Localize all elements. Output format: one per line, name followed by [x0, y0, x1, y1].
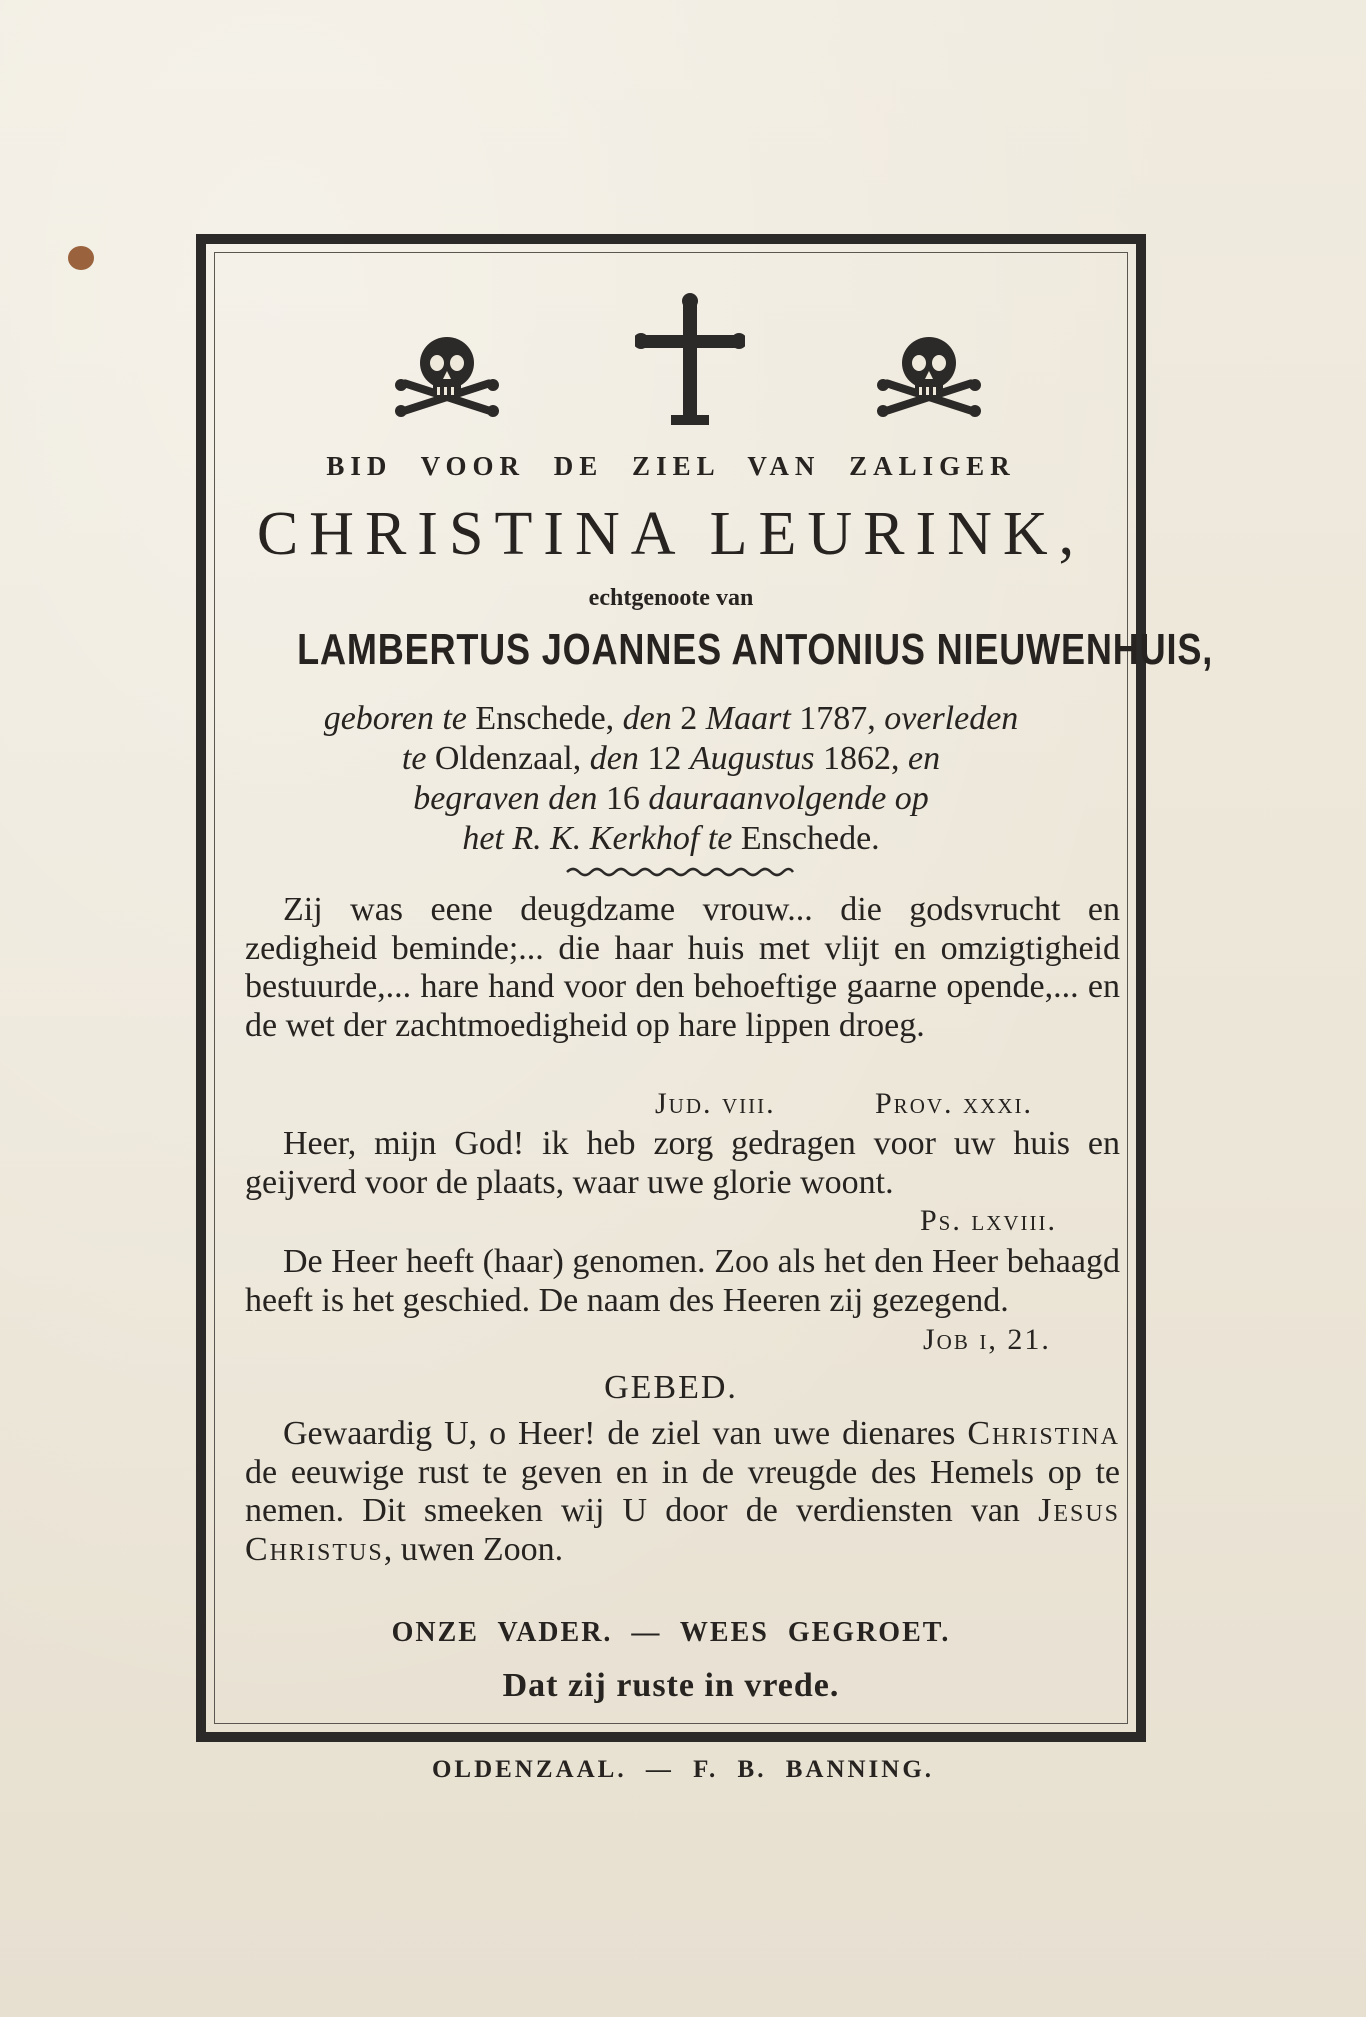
black-border-frame — [196, 234, 1214, 1742]
bio-line-4: het R. K. Kerkhof te Enschede. — [462, 820, 880, 857]
printer-imprint: OLDENZAAL. — F. B. BANNING. — [431, 1756, 935, 1783]
stain — [68, 246, 94, 270]
reference-job: Job i, 21. — [923, 1323, 1051, 1356]
verse-3: De Heer heeft (haar) genomen. Zoo als het den Heer behaagd heeft is het geschied. De naam des Heeren zij gezegend. — [245, 1243, 1120, 1319]
ornamental-divider — [565, 865, 795, 879]
bio-line-1: geboren te Enschede, den 2 Maart 1787, overleden — [323, 700, 1019, 737]
cross-icon — [635, 293, 745, 429]
skull-crossbones-icon — [877, 333, 981, 429]
biography — [215, 699, 1127, 859]
spouse-name: LAMBERTUS JOANNES ANTONIUS NIEUWENHUIS, — [297, 625, 1214, 674]
closing-prayers: ONZE VADER. — WEES GEGROET. — [391, 1617, 951, 1648]
bio-line-2: te Oldenzaal, den 12 Augustus 1862, en — [401, 740, 941, 777]
prayer-title: GEBED. — [604, 1369, 738, 1406]
name-christina: Christina — [967, 1415, 1120, 1452]
bio-line-3: begraven den 16 dauraanvolgende op — [413, 780, 929, 817]
verse-1: Zij was eene deugdzame vrouw... die godsvrucht en zedigheid beminde;... die haar huis met vlijt en omzigtigheid bestuurde,... hare hand voor den behoeftige gaarne opende,... en de wet der zachtmoedigheid op hare lippen droeg. — [245, 891, 1120, 1044]
reference-prov: Prov. xxxi. — [875, 1087, 1034, 1120]
emblem-row — [215, 293, 1127, 433]
rest-in-peace: Dat zij ruste in vrede. — [502, 1667, 840, 1704]
name-jesus-christus: Jesus Christus — [245, 1492, 1121, 1568]
reference-ps: Ps. lxviii. — [920, 1204, 1058, 1237]
prayer-text: Gewaardig U, o Heer! de ziel van uwe dienares Christina de eeuwige rust te geven en in de vreugde des Hemels op te nemen. Dit smeeken wij U door de verdiensten van Jesus Christus, uwen Zoon. — [245, 1415, 1121, 1568]
verse-2: Heer, mijn God! ik heb zorg gedragen voor uw huis en geijverd voor de plaats, waar uwe glorie woont. — [245, 1125, 1120, 1201]
deceased-name: CHRISTINA LEURINK, — [256, 500, 1086, 568]
inner-frame — [214, 252, 1214, 1724]
invocation: BID VOOR DE ZIEL VAN ZALIGER — [326, 451, 1016, 481]
skull-crossbones-icon — [395, 333, 499, 429]
spouse-label: echtgenoote van — [588, 585, 754, 611]
reference-jud: Jud. viii. — [655, 1087, 776, 1120]
